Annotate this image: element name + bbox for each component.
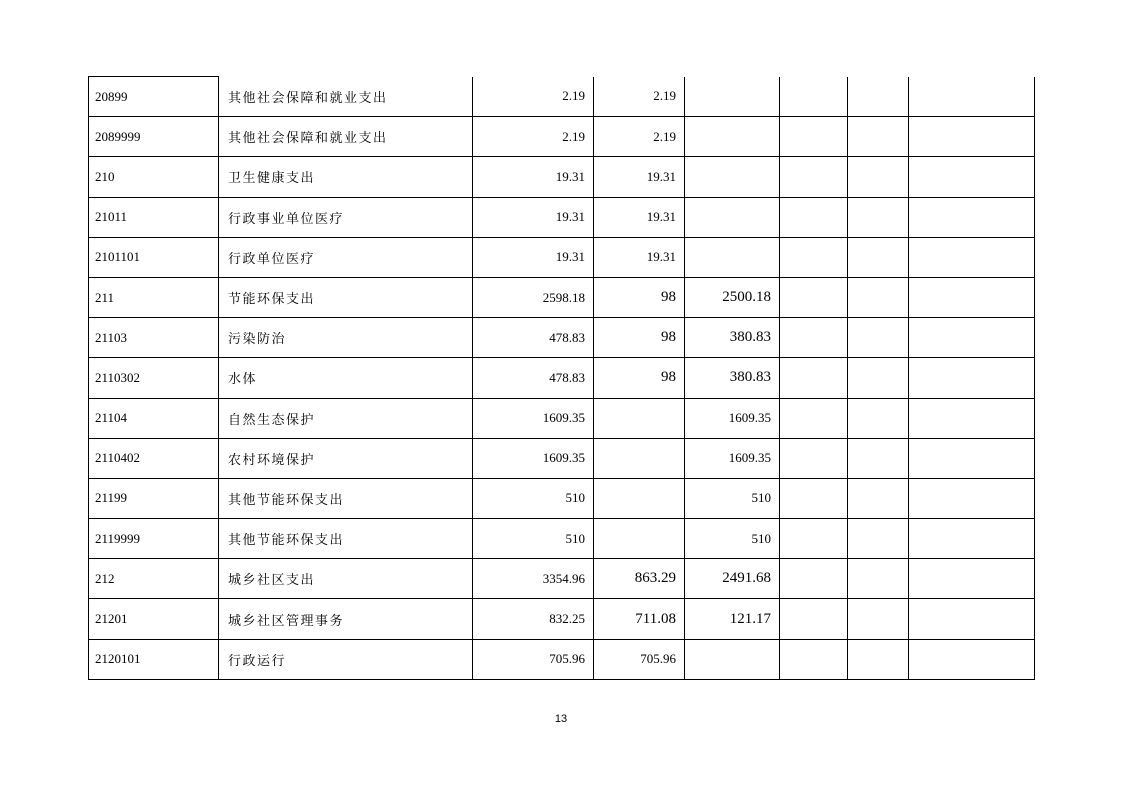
subject-code-cell: 211 bbox=[89, 277, 219, 317]
page-number: 13 bbox=[554, 713, 568, 725]
basic-expense-cell: 19.31 bbox=[594, 157, 685, 197]
budget-table bbox=[88, 76, 1035, 680]
project-expense-cell bbox=[685, 117, 780, 157]
table-row bbox=[89, 438, 1035, 478]
subject-name-cell: 卫生健康支出 bbox=[219, 157, 473, 197]
empty-cell bbox=[909, 318, 1035, 358]
empty-cell bbox=[848, 197, 909, 237]
basic-expense-cell: 705.96 bbox=[594, 639, 685, 679]
subject-name-cell: 行政运行 bbox=[219, 639, 473, 679]
table-row bbox=[89, 559, 1035, 599]
empty-cell bbox=[780, 519, 848, 559]
empty-cell bbox=[848, 639, 909, 679]
total-amount-cell: 19.31 bbox=[473, 197, 594, 237]
subject-name-cell: 城乡社区管理事务 bbox=[219, 599, 473, 639]
empty-cell bbox=[780, 559, 848, 599]
subject-name-cell: 自然生态保护 bbox=[219, 398, 473, 438]
empty-cell bbox=[848, 157, 909, 197]
empty-cell bbox=[848, 478, 909, 518]
empty-cell bbox=[909, 277, 1035, 317]
subject-code-cell: 2089999 bbox=[89, 117, 219, 157]
empty-cell bbox=[848, 77, 909, 117]
basic-expense-cell bbox=[594, 398, 685, 438]
empty-cell bbox=[848, 277, 909, 317]
total-amount-cell: 2.19 bbox=[473, 117, 594, 157]
subject-code-cell: 2120101 bbox=[89, 639, 219, 679]
table-row bbox=[89, 478, 1035, 518]
project-expense-cell bbox=[685, 237, 780, 277]
table-row bbox=[89, 358, 1035, 398]
empty-cell bbox=[848, 559, 909, 599]
basic-expense-cell bbox=[594, 478, 685, 518]
basic-expense-cell: 711.08 bbox=[594, 599, 685, 639]
subject-name-cell: 农村环境保护 bbox=[219, 438, 473, 478]
empty-cell bbox=[780, 639, 848, 679]
empty-cell bbox=[780, 599, 848, 639]
total-amount-cell: 19.31 bbox=[473, 237, 594, 277]
empty-cell bbox=[909, 157, 1035, 197]
empty-cell bbox=[909, 117, 1035, 157]
empty-cell bbox=[848, 358, 909, 398]
project-expense-cell bbox=[685, 77, 780, 117]
empty-cell bbox=[848, 237, 909, 277]
project-expense-cell: 1609.35 bbox=[685, 438, 780, 478]
subject-code-cell: 21199 bbox=[89, 478, 219, 518]
basic-expense-cell bbox=[594, 519, 685, 559]
basic-expense-cell bbox=[594, 438, 685, 478]
table-row bbox=[89, 599, 1035, 639]
empty-cell bbox=[848, 519, 909, 559]
empty-cell bbox=[909, 237, 1035, 277]
project-expense-cell bbox=[685, 639, 780, 679]
subject-name-cell: 其他节能环保支出 bbox=[219, 478, 473, 518]
empty-cell bbox=[780, 318, 848, 358]
subject-code-cell: 210 bbox=[89, 157, 219, 197]
project-expense-cell: 2500.18 bbox=[685, 277, 780, 317]
basic-expense-cell: 19.31 bbox=[594, 197, 685, 237]
empty-cell bbox=[780, 197, 848, 237]
total-amount-cell: 832.25 bbox=[473, 599, 594, 639]
subject-code-cell: 21201 bbox=[89, 599, 219, 639]
table-row bbox=[89, 398, 1035, 438]
empty-cell bbox=[780, 438, 848, 478]
total-amount-cell: 2.19 bbox=[473, 77, 594, 117]
empty-cell bbox=[780, 277, 848, 317]
empty-cell bbox=[848, 398, 909, 438]
subject-code-cell: 2110302 bbox=[89, 358, 219, 398]
empty-cell bbox=[780, 77, 848, 117]
basic-expense-cell: 2.19 bbox=[594, 77, 685, 117]
total-amount-cell: 1609.35 bbox=[473, 398, 594, 438]
table-row bbox=[89, 639, 1035, 679]
table-row bbox=[89, 318, 1035, 358]
table-row bbox=[89, 237, 1035, 277]
empty-cell bbox=[848, 599, 909, 639]
basic-expense-cell: 19.31 bbox=[594, 237, 685, 277]
empty-cell bbox=[780, 478, 848, 518]
basic-expense-cell: 863.29 bbox=[594, 559, 685, 599]
project-expense-cell bbox=[685, 197, 780, 237]
subject-code-cell: 2110402 bbox=[89, 438, 219, 478]
empty-cell bbox=[780, 117, 848, 157]
project-expense-cell: 380.83 bbox=[685, 318, 780, 358]
subject-code-cell: 21104 bbox=[89, 398, 219, 438]
total-amount-cell: 478.83 bbox=[473, 318, 594, 358]
subject-code-cell: 212 bbox=[89, 559, 219, 599]
subject-name-cell: 城乡社区支出 bbox=[219, 559, 473, 599]
empty-cell bbox=[848, 318, 909, 358]
table-body bbox=[89, 77, 1035, 680]
basic-expense-cell: 98 bbox=[594, 277, 685, 317]
empty-cell bbox=[909, 398, 1035, 438]
table-row bbox=[89, 197, 1035, 237]
empty-cell bbox=[909, 599, 1035, 639]
subject-code-cell: 21103 bbox=[89, 318, 219, 358]
table-row bbox=[89, 157, 1035, 197]
total-amount-cell: 1609.35 bbox=[473, 438, 594, 478]
total-amount-cell: 478.83 bbox=[473, 358, 594, 398]
empty-cell bbox=[780, 358, 848, 398]
project-expense-cell: 380.83 bbox=[685, 358, 780, 398]
subject-name-cell: 污染防治 bbox=[219, 318, 473, 358]
subject-name-cell: 水体 bbox=[219, 358, 473, 398]
subject-code-cell: 20899 bbox=[89, 77, 219, 117]
total-amount-cell: 3354.96 bbox=[473, 559, 594, 599]
table-row bbox=[89, 277, 1035, 317]
project-expense-cell: 2491.68 bbox=[685, 559, 780, 599]
project-expense-cell: 1609.35 bbox=[685, 398, 780, 438]
total-amount-cell: 510 bbox=[473, 478, 594, 518]
basic-expense-cell: 2.19 bbox=[594, 117, 685, 157]
empty-cell bbox=[780, 157, 848, 197]
table-row bbox=[89, 519, 1035, 559]
empty-cell bbox=[909, 559, 1035, 599]
total-amount-cell: 705.96 bbox=[473, 639, 594, 679]
empty-cell bbox=[909, 478, 1035, 518]
basic-expense-cell: 98 bbox=[594, 358, 685, 398]
subject-code-cell: 2101101 bbox=[89, 237, 219, 277]
subject-code-cell: 2119999 bbox=[89, 519, 219, 559]
subject-name-cell: 其他节能环保支出 bbox=[219, 519, 473, 559]
total-amount-cell: 510 bbox=[473, 519, 594, 559]
subject-name-cell: 其他社会保障和就业支出 bbox=[219, 117, 473, 157]
subject-name-cell: 节能环保支出 bbox=[219, 277, 473, 317]
project-expense-cell: 510 bbox=[685, 478, 780, 518]
empty-cell bbox=[780, 398, 848, 438]
empty-cell bbox=[780, 237, 848, 277]
subject-name-cell: 其他社会保障和就业支出 bbox=[219, 77, 473, 117]
empty-cell bbox=[848, 117, 909, 157]
project-expense-cell bbox=[685, 157, 780, 197]
table-row bbox=[89, 77, 1035, 117]
empty-cell bbox=[909, 438, 1035, 478]
empty-cell bbox=[909, 77, 1035, 117]
total-amount-cell: 2598.18 bbox=[473, 277, 594, 317]
subject-name-cell: 行政单位医疗 bbox=[219, 237, 473, 277]
empty-cell bbox=[848, 438, 909, 478]
empty-cell bbox=[909, 197, 1035, 237]
subject-name-cell: 行政事业单位医疗 bbox=[219, 197, 473, 237]
project-expense-cell: 510 bbox=[685, 519, 780, 559]
subject-code-cell: 21011 bbox=[89, 197, 219, 237]
table-row bbox=[89, 117, 1035, 157]
total-amount-cell: 19.31 bbox=[473, 157, 594, 197]
basic-expense-cell: 98 bbox=[594, 318, 685, 358]
empty-cell bbox=[909, 639, 1035, 679]
project-expense-cell: 121.17 bbox=[685, 599, 780, 639]
empty-cell bbox=[909, 519, 1035, 559]
empty-cell bbox=[909, 358, 1035, 398]
